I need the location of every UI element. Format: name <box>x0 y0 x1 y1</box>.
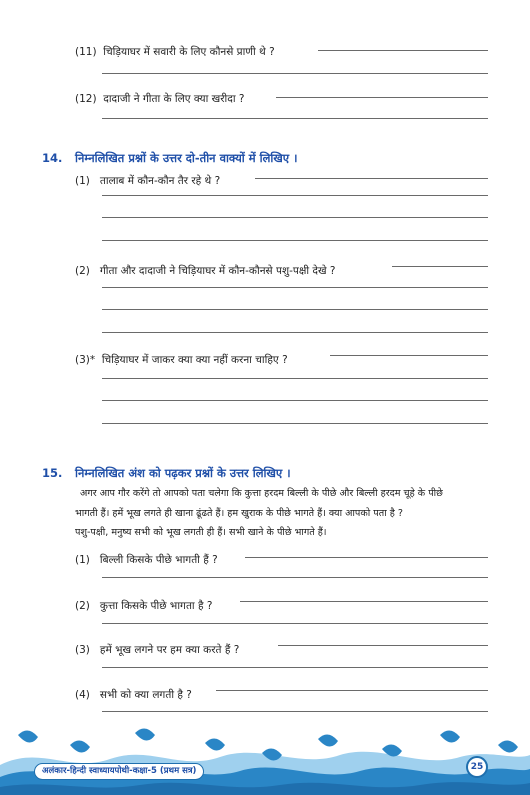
passage-line: पशु-पक्षी, मनुष्य सभी को भूख लगती ही हैं। सभी खाने के पीछे भागते हैं। <box>75 527 327 538</box>
answer-line[interactable] <box>392 266 488 267</box>
answer-line[interactable] <box>102 240 488 241</box>
book-title-label: अलंकार-हिन्दी स्वाध्यायपोथी-कक्षा-5 (प्रथम सत्र) <box>34 763 204 780</box>
question-number: (3) <box>75 644 90 656</box>
question-number: (1) <box>75 175 90 187</box>
reading-passage <box>75 484 495 543</box>
answer-line[interactable] <box>102 287 488 288</box>
question-text: दादाजी ने गीता के लिए क्या खरीदा ? <box>103 93 245 105</box>
section-number: 14. <box>42 151 63 165</box>
answer-line[interactable] <box>102 118 488 119</box>
question-11 <box>75 45 275 59</box>
question-text: तालाब में कौन-कौन तैर रहे थे ? <box>99 175 221 187</box>
answer-line[interactable] <box>240 601 488 602</box>
answer-line[interactable] <box>102 195 488 196</box>
question-text: गीता और दादाजी ने चिड़ियाघर में कौन-कौनसे पशु-पक्षी देखे ? <box>99 265 336 277</box>
page-number: 25 <box>466 756 488 778</box>
section-title: निम्नलिखित अंश को पढ़कर प्रश्नों के उत्तर लिखिए । <box>75 466 291 480</box>
section-title: निम्नलिखित प्रश्नों के उत्तर दो-तीन वाक्यों में लिखिए । <box>75 151 298 165</box>
question-number: (3)* <box>75 354 96 366</box>
question-number: (1) <box>75 554 90 566</box>
answer-line[interactable] <box>102 711 488 712</box>
answer-line[interactable] <box>102 623 488 624</box>
answer-line[interactable] <box>102 73 488 74</box>
answer-line[interactable] <box>102 217 488 218</box>
section-number: 15. <box>42 466 63 480</box>
answer-line[interactable] <box>278 645 488 646</box>
answer-line[interactable] <box>255 178 488 179</box>
passage-line: अगर आप गौर करेंगे तो आपको पता चलेगा कि कुत्ता हरदम बिल्ली के पीछे और बिल्ली हरदम चूहे के पीछे <box>80 488 443 499</box>
question-12 <box>75 92 244 106</box>
question-number: (11) <box>75 46 97 58</box>
answer-line[interactable] <box>102 332 488 333</box>
question-14-3 <box>75 353 288 367</box>
question-text: बिल्ली किसके पीछे भागती हैं ? <box>99 554 218 566</box>
leaf-icons <box>18 728 518 760</box>
wave-footer-decoration <box>0 725 530 795</box>
question-text: सभी को क्या लगती है ? <box>99 689 192 701</box>
answer-line[interactable] <box>318 50 488 51</box>
question-15-2 <box>75 599 212 613</box>
question-14-1 <box>75 174 220 188</box>
answer-line[interactable] <box>102 423 488 424</box>
question-15-1 <box>75 553 218 567</box>
question-number: (12) <box>75 93 97 105</box>
answer-line[interactable] <box>245 557 488 558</box>
passage-line: भागती हैं। हमें भूख लगते ही खाना ढूंढते हैं। हम खुराक के पीछे भागते हैं। क्या आपको पता है ? <box>75 507 403 519</box>
question-15-3 <box>75 643 239 657</box>
answer-line[interactable] <box>330 355 488 356</box>
answer-line[interactable] <box>102 400 488 401</box>
question-number: (2) <box>75 600 90 612</box>
question-14-2 <box>75 264 336 278</box>
answer-line[interactable] <box>216 690 488 691</box>
question-text: चिड़ियाघर में जाकर क्या क्या नहीं करना चाहिए ? <box>101 354 288 366</box>
question-number: (4) <box>75 689 90 701</box>
question-text: हमें भूख लगने पर हम क्या करते हैं ? <box>99 644 240 656</box>
question-text: चिड़ियाघर में सवारी के लिए कौनसे प्राणी थे ? <box>103 46 275 58</box>
answer-line[interactable] <box>102 378 488 379</box>
answer-line[interactable] <box>276 97 488 98</box>
question-number: (2) <box>75 265 90 277</box>
question-text: कुत्ता किसके पीछे भागता है ? <box>99 600 213 612</box>
answer-line[interactable] <box>102 667 488 668</box>
question-15-4 <box>75 688 192 702</box>
answer-line[interactable] <box>102 577 488 578</box>
answer-line[interactable] <box>102 309 488 310</box>
